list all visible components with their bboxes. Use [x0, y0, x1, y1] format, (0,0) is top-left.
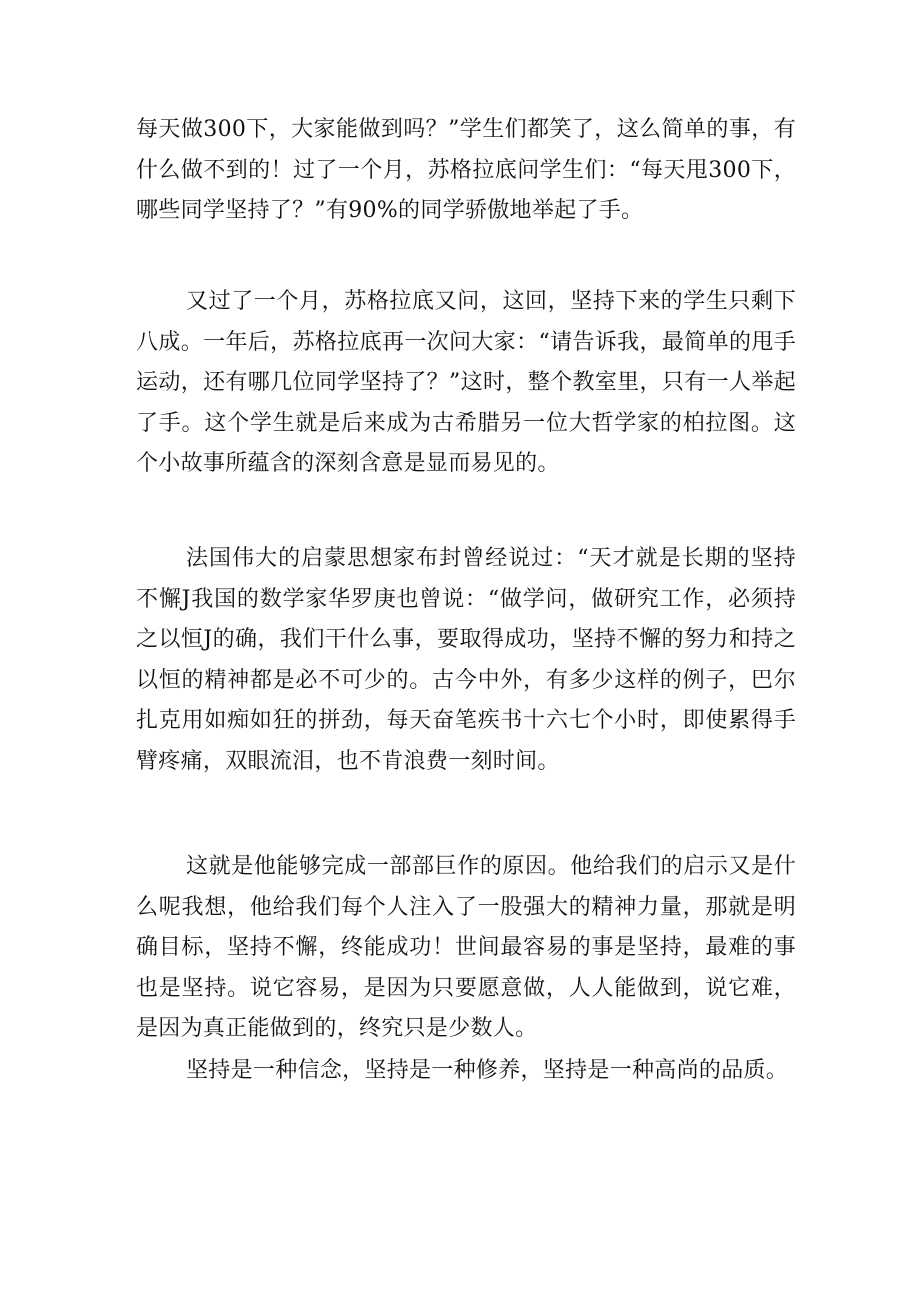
paragraph-buffon-quote: 法国伟大的启蒙思想家布封曾经说过：“天才就是长期的坚持不懈J我国的数学家华罗庚也曾说：“做学问，做研究工作，必须持之以恒J的确，我们干什么事，要取得成功，坚持不懈的努力和持之以恒的精神都是必不可少的。古今中外，有多少这样的例子，巴尔扎克用如痴如狂的拼劲，每天奋笔疾书十六七个小时，即使累得手臂疼痛，双眼流泪，也不肯浪费一刻时间。	[136, 546, 796, 774]
paragraph-continuation: 每天做300下，大家能做到吗？”学生们都笑了，这么简单的事，有什么做不到的！过了一个月，苏格拉底问学生们：“每天甩300下，哪些同学坚持了？”有90%的同学骄傲地举起了手。	[136, 117, 796, 223]
paragraph-inspiration: 这就是他能够完成一部部巨作的原因。他给我们的启示又是什么呢我想，他给我们每个人注入了一股强大的精神力量，那就是明确目标，坚持不懈，终能成功！世间最容易的事是坚持，最难的事也是坚持。说它容易，是因为只要愿意做，人人能做到，说它难，是因为真正能做到的，终究只是少数人。	[136, 854, 796, 1041]
paragraph-conclusion: 坚持是一种信念，坚持是一种修养，坚持是一种高尚的品质。	[186, 1058, 789, 1083]
paragraph-socrates-result: 又过了一个月，苏格拉底又问，这回，坚持下来的学生只剩下八成。一年后，苏格拉底再一次问大家：“请告诉我，最简单的甩手运动，还有哪几位同学坚持了？”这时，整个教室里，只有一人举起了手。这个学生就是后来成为古希腊另一位大哲学家的柏拉图。这个小故事所蕴含的深刻含意是显而易见的。	[136, 289, 796, 476]
